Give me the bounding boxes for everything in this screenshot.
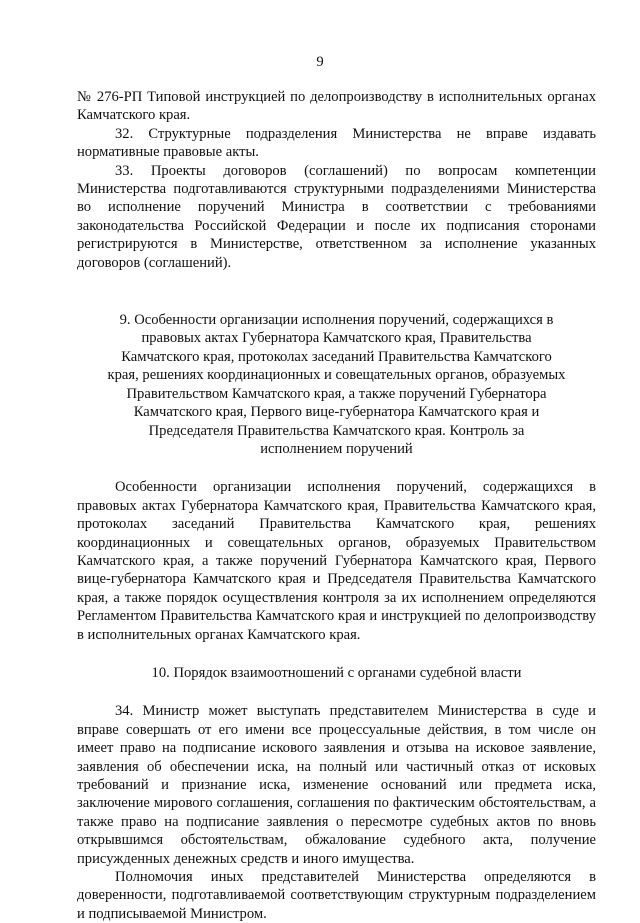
paragraph-32: 32. Структурные подразделения Министерства не вправе издавать нормативные правовые акты. xyxy=(77,125,596,161)
paragraph-33: 33. Проекты договоров (соглашений) по вопросам компетенции Министерства подготавливаются структурными подразделениями Министерства во исполнение поручений Министра в соответствии с требованиями законодательства Российской Федерации и после их подписания сторонами регистрируются в Министерстве, ответственном за исполнение указанных договоров (соглашений). xyxy=(77,162,596,271)
section-9-heading: 9. Особенности организации исполнения поручений, содержащихся в правовых актах Губернатора Камчатского края, Правительства Камчатского края, протоколах заседаний Правительства Камчатского края, решениях координационных и совещательных органов, образуемых Правительством Камчатского края, а также поручений Губернатора Камчатского края, Первого вице-губернатора Камчатского края и Председателя Правительства Камчатского края. Контроль за исполнением поручений xyxy=(107,312,566,457)
section-10-heading: 10. Порядок взаимоотношений с органами судебной власти xyxy=(151,664,522,681)
document-page xyxy=(77,52,596,923)
paragraph-continuation: № 276-РП Типовой инструкцией по делопроизводству в исполнительных органах Камчатского края. xyxy=(77,89,596,124)
paragraph-34: 34. Министр может выступать представителем Министерства в суде и вправе совершать от его имени все процессуальные действия, в том числе он имеет право на подписание искового заявления и отзыва на исковое заявление, заявления об обеспечении иска, на полный или частичный отказ от исковых требований и признание иска, изменение оснований или предмета иска, заключение мирового соглашения, соглашения по фактическим обстоятельствам, а также право на подписание заявления о пересмотре судебных актов по вновь открывшимся обстоятельствам, обжалование судебного акта, получение присужденных денежных средств и иного имущества. xyxy=(77,703,596,867)
section-9-body: Особенности организации исполнения поручений, содержащихся в правовых актах Губернатора Камчатского края, Правительства Камчатского края, протоколах заседаний Правительства Камчатского края, решениях координационных и совещательных органов, образуемых Правительством Камчатского края, а также поручений Губернатора Камчатского края, Первого вице-губернатора Камчатского края и Председателя Правительства Камчатского края, а также порядок осуществления контроля за их исполнением определяются Регламентом Правительства Камчатского края и инструкцией по делопроизводству в исполнительных органах Камчатского края. xyxy=(77,479,596,643)
paragraph-representatives: Полномочия иных представителей Министерства определяются в доверенности, подготавливаемой соответствующим структурным подразделением и подписываемой Министром. xyxy=(77,869,596,922)
page-number: 9 xyxy=(316,54,324,70)
